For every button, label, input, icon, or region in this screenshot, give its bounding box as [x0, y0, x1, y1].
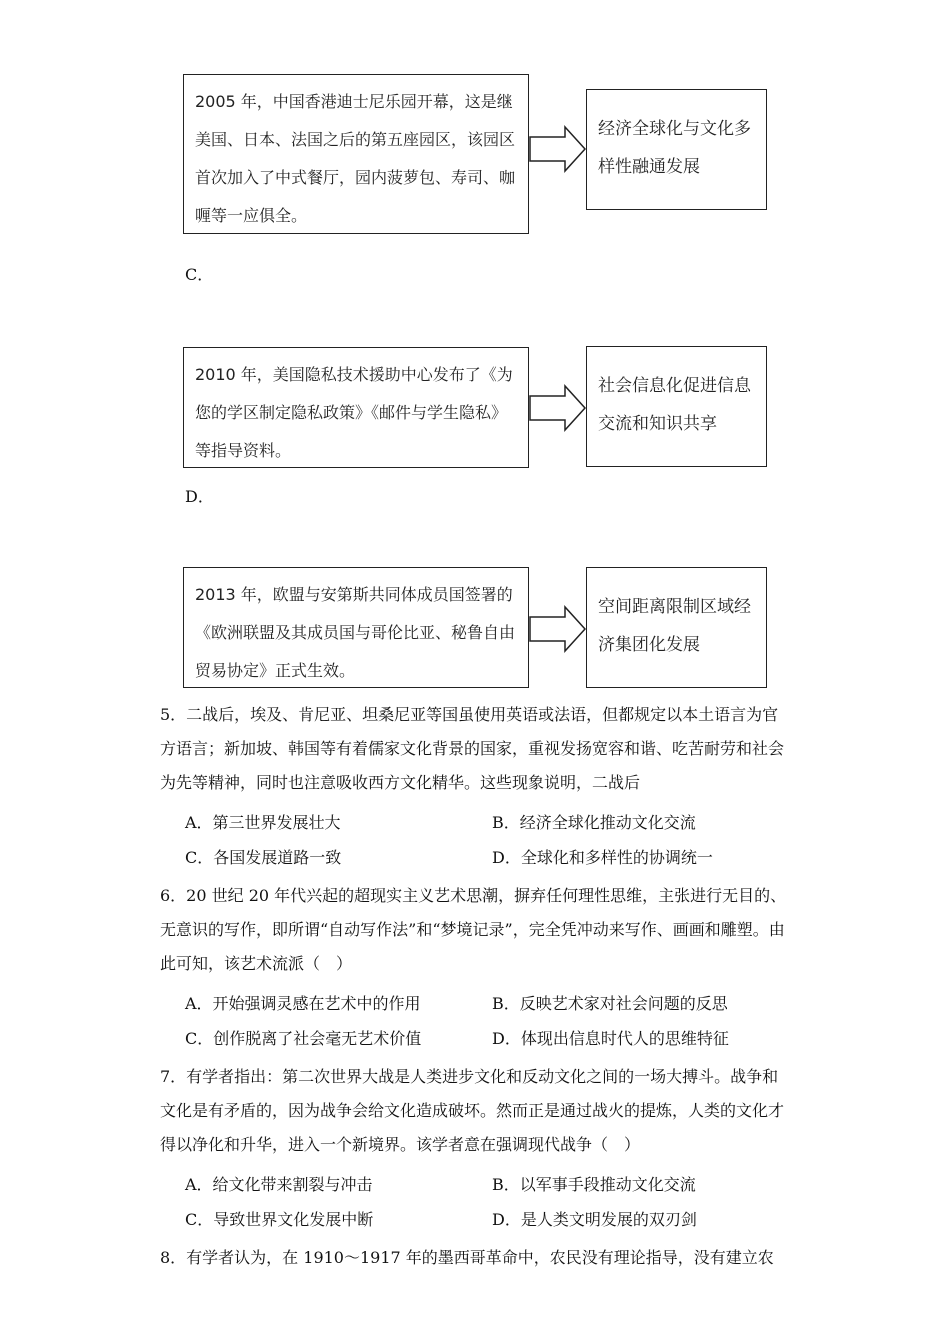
question-7-option-c[interactable]: C．导致世界文化发展中断 — [185, 1210, 374, 1229]
option-c-label: C． — [185, 265, 214, 284]
question-7-stem: 7．有学者指出：第二次世界大战是人类进步文化和反动文化之间的一场大搏斗。战争和文化是有矛盾的，因为战争会给文化造成破坏。然而正是通过战火的提炼，人类的文化才得以净化和升华，进入一个新境界。该学者意在强调现代战争（ ） — [160, 1067, 785, 1154]
arrow-icon — [529, 383, 587, 433]
question-5-option-d[interactable]: D．全球化和多样性的协调统一 — [492, 848, 713, 867]
question-6-option-d[interactable]: D．体现出信息时代人的思维特征 — [492, 1029, 729, 1048]
question-5-stem: 5．二战后，埃及、肯尼亚、坦桑尼亚等国虽使用英语或法语，但都规定以本土语言为官方语言；新加坡、韩国等有着儒家文化背景的国家，重视发扬宽容和谐、吃苦耐劳和社会为先等精神，同时也注意吸收西方文化精华。这些现象说明，二战后 — [160, 705, 785, 792]
question-7-option-b[interactable]: B．以军事手段推动文化交流 — [492, 1175, 696, 1194]
question-6-option-b[interactable]: B．反映艺术家对社会问题的反思 — [492, 994, 728, 1013]
arrow-icon — [529, 604, 587, 654]
question-5 — [160, 698, 792, 800]
conclusion-box-d: 空间距离限制区域经济集团化发展 — [586, 567, 767, 688]
arrow-icon — [529, 124, 587, 174]
option-d-label: D． — [185, 487, 214, 506]
question-6-stem: 6．20 世纪 20 年代兴起的超现实主义艺术思潮，摒弃任何理性思维，主张进行无目的、无意识的写作，即所谓“自动写作法”和“梦境记录”，完全凭冲动来写作、画画和雕塑。由此可知，该艺术流派（ ） — [160, 886, 787, 973]
question-8 — [160, 1241, 792, 1275]
conclusion-box-b: 经济全球化与文化多样性融通发展 — [586, 89, 767, 210]
question-7 — [160, 1060, 792, 1162]
question-5-option-a[interactable]: A．第三世界发展壮大 — [185, 813, 341, 832]
question-5-option-b[interactable]: B．经济全球化推动文化交流 — [492, 813, 696, 832]
question-7-option-a[interactable]: A．给文化带来割裂与冲击 — [185, 1175, 373, 1194]
question-5-option-c[interactable]: C．各国发展道路一致 — [185, 848, 342, 867]
conclusion-box-c: 社会信息化促进信息交流和知识共享 — [586, 346, 767, 467]
question-6 — [160, 879, 792, 981]
event-box-c: 2010 年，美国隐私技术援助中心发布了《为您的学区制定隐私政策》《邮件与学生隐私》等指导资料。 — [183, 347, 529, 468]
question-7-option-d[interactable]: D．是人类文明发展的双刃剑 — [492, 1210, 697, 1229]
event-box-b: 2005 年，中国香港迪士尼乐园开幕，这是继美国、日本、法国之后的第五座园区，该园区首次加入了中式餐厅，园内菠萝包、寿司、咖喱等一应俱全。 — [183, 74, 529, 234]
question-6-option-a[interactable]: A．开始强调灵感在艺术中的作用 — [185, 994, 421, 1013]
question-8-stem: 8．有学者认为，在 1910～1917 年的墨西哥革命中，农民没有理论指导，没有建立农 — [160, 1248, 774, 1267]
question-6-option-c[interactable]: C．创作脱离了社会毫无艺术价值 — [185, 1029, 422, 1048]
event-box-d: 2013 年，欧盟与安第斯共同体成员国签署的《欧洲联盟及其成员国与哥伦比亚、秘鲁自由贸易协定》正式生效。 — [183, 567, 529, 688]
